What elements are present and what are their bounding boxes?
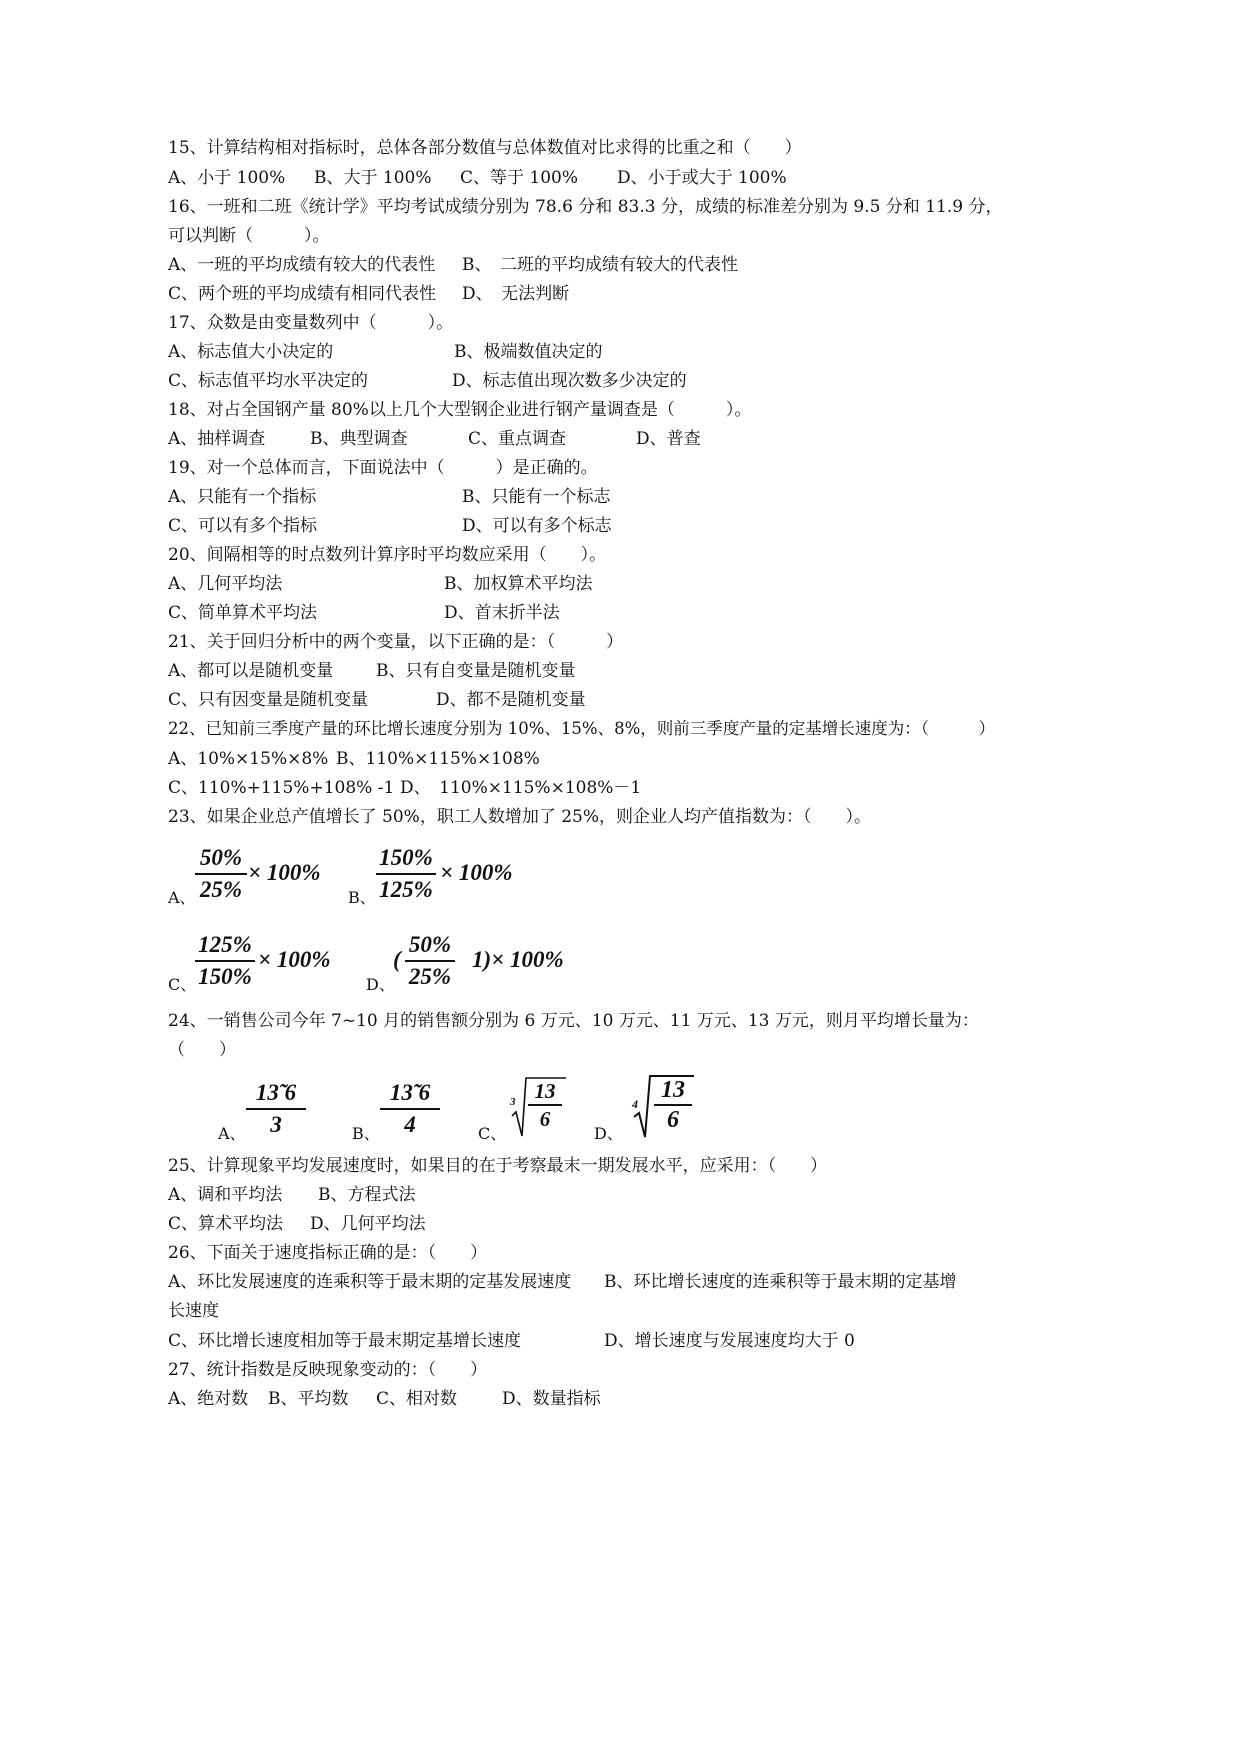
q24-stem-line2: （ ）	[168, 1040, 236, 1060]
q24-option-d-root	[630, 1073, 696, 1139]
q17-option-b: B、极端数值决定的	[454, 342, 603, 362]
q22-option-d: D、 110%×115%×108%－1	[400, 778, 642, 798]
fraction-denominator: 6	[539, 1107, 551, 1131]
fraction-numerator: 50%	[199, 845, 243, 870]
q16-option-b: B、 二班的平均成绩有较大的代表性	[462, 255, 738, 275]
fraction-numerator: 13̃ 6	[255, 1080, 297, 1105]
q21-option-d: D、都不是随机变量	[436, 690, 586, 710]
q27-option-c: C、相对数	[376, 1389, 458, 1409]
q23-option-c-fraction	[195, 930, 255, 992]
fraction-numerator: 150%	[379, 845, 433, 870]
q18-option-b: B、典型调查	[310, 429, 408, 449]
q17-option-a: A、标志值大小决定的	[168, 342, 334, 362]
fraction-denominator: 125%	[379, 877, 433, 902]
q16-option-a: A、一班的平均成绩有较大的代表性	[168, 255, 436, 275]
q19-option-a: A、只能有一个指标	[168, 487, 317, 507]
q23-option-a-fraction	[195, 843, 247, 905]
q18-stem: 18、对占全国钢产量 80%以上几个大型钢企业进行钢产量调查是（ ）。	[168, 400, 752, 420]
q19-stem: 19、对一个总体而言，下面说法中（ ）是正确的。	[168, 458, 598, 478]
q16-stem-line2: 可以判断（ ）。	[168, 226, 330, 246]
q25-option-c: C、算术平均法	[168, 1214, 284, 1234]
q23-option-b-label: B、	[348, 888, 376, 907]
q23-option-c-times: × 100%	[258, 947, 331, 972]
q21-option-b: B、只有自变量是随机变量	[376, 661, 576, 681]
q23-option-a-times: × 100%	[248, 860, 321, 885]
q24-option-a-fraction	[246, 1078, 306, 1140]
q18-option-d: D、普查	[636, 429, 701, 449]
q15-option-b: B、大于 100%	[314, 168, 432, 188]
q16-stem-line1: 16、一班和二班《统计学》平均考试成绩分别为 78.6 分和 83.3 分，成绩的标准差分别为 9.5 分和 11.9 分，	[168, 197, 1003, 217]
fraction-numerator: 125%	[198, 932, 252, 957]
root-index: 4	[632, 1097, 638, 1111]
q17-option-c: C、标志值平均水平决定的	[168, 371, 369, 391]
q22-option-c: C、110%+115%+108% -1	[168, 778, 395, 798]
q24-option-d-fraction	[654, 1076, 692, 1134]
q25-option-a: A、调和平均法	[168, 1185, 283, 1205]
q25-option-b: B、方程式法	[318, 1185, 416, 1205]
q27-option-a: A、绝对数	[168, 1389, 249, 1409]
q23-option-b-fraction	[376, 843, 436, 905]
q17-stem: 17、众数是由变量数列中（ ）。	[168, 313, 454, 333]
q23-option-a-label: A、	[168, 888, 196, 907]
q24-option-d-label: D、	[594, 1124, 623, 1143]
q27-stem: 27、统计指数是反映现象变动的：（ ）	[168, 1360, 488, 1380]
q23-option-d-fraction	[405, 930, 455, 992]
fraction-denominator: 3	[270, 1112, 282, 1137]
q22-option-a: A、10%×15%×8%	[168, 749, 329, 769]
fraction-numerator: 13̃ 6	[389, 1080, 431, 1105]
fraction-denominator: 25%	[199, 877, 243, 902]
q26-option-b-line2: 长速度	[168, 1301, 219, 1321]
q19-option-b: B、只能有一个标志	[462, 487, 611, 507]
fraction-denominator: 25%	[408, 964, 452, 989]
q20-stem: 20、间隔相等的时点数列计算序时平均数应采用（ ）。	[168, 545, 607, 565]
q25-stem: 25、计算现象平均发展速度时，如果目的在于考察最末一期发展水平，应采用：（ ）	[168, 1156, 828, 1176]
q21-stem: 21、关于回归分析中的两个变量，以下正确的是：（ ）	[168, 632, 624, 652]
q23-option-b-times: × 100%	[440, 860, 513, 885]
q23-option-c-label: C、	[168, 975, 197, 994]
q24-option-c-label: C、	[478, 1124, 507, 1143]
q26-stem: 26、下面关于速度指标正确的是：（ ）	[168, 1243, 488, 1263]
q19-option-d: D、可以有多个标志	[462, 516, 612, 536]
q20-option-d: D、首末折半法	[444, 603, 560, 623]
q25-option-d: D、几何平均法	[310, 1214, 426, 1234]
fraction-numerator: 50%	[408, 932, 452, 957]
q15-option-d: D、小于或大于 100%	[617, 168, 787, 188]
q18-option-c: C、重点调查	[468, 429, 567, 449]
q16-option-d: D、 无法判断	[462, 284, 570, 304]
fraction-denominator: 4	[404, 1112, 416, 1137]
fraction-numerator: 13	[661, 1077, 685, 1103]
q27-option-d: D、数量指标	[502, 1389, 601, 1409]
q24-option-b-label: B、	[352, 1124, 380, 1143]
q24-stem-line1: 24、一销售公司今年 7~10 月的销售额分别为 6 万元、10 万元、11 万元、13 万元，则月平均增长量为：	[168, 1011, 979, 1031]
q17-option-d: D、标志值出现次数多少决定的	[452, 371, 687, 391]
q21-option-a: A、都可以是随机变量	[168, 661, 334, 681]
q15-option-a: A、小于 100%	[168, 168, 286, 188]
q23-option-d-label: D、	[366, 975, 395, 994]
fraction-denominator: 6	[667, 1107, 679, 1133]
q24-option-c-fraction	[528, 1078, 562, 1132]
q24-option-b-fraction	[380, 1078, 440, 1140]
fraction-denominator: 150%	[198, 964, 252, 989]
q26-option-a: A、环比发展速度的连乘积等于最末期的定基发展速度	[168, 1272, 572, 1292]
q23-option-d-tail: 1)× 100%	[472, 947, 564, 972]
q24-option-a-label: A、	[218, 1124, 246, 1143]
q18-option-a: A、抽样调查	[168, 429, 266, 449]
q20-option-a: A、几何平均法	[168, 574, 283, 594]
fraction-numerator: 13	[534, 1079, 556, 1103]
q15-option-c: C、等于 100%	[460, 168, 579, 188]
q24-option-c-root	[508, 1076, 568, 1138]
q15-stem: 15、计算结构相对指标时，总体各部分数值与总体数值对比求得的比重之和（ ）	[168, 138, 802, 158]
q16-option-c: C、两个班的平均成绩有相同代表性	[168, 284, 437, 304]
q21-option-c: C、只有因变量是随机变量	[168, 690, 369, 710]
q27-option-b: B、平均数	[268, 1389, 349, 1409]
q26-option-c: C、环比增长速度相加等于最末期定基增长速度	[168, 1331, 522, 1351]
root-index: 3	[510, 1096, 516, 1108]
q20-option-c: C、简单算术平均法	[168, 603, 318, 623]
q23-stem: 23、如果企业总产值增长了 50%，职工人数增加了 25%，则企业人均产值指数为：（ ）。	[168, 807, 872, 827]
q19-option-c: C、可以有多个指标	[168, 516, 318, 536]
q26-option-b-line1: B、环比增长速度的连乘积等于最末期的定基增	[604, 1272, 957, 1292]
q23-option-d-open-paren: (	[393, 947, 401, 972]
q26-option-d: D、增长速度与发展速度均大于 0	[604, 1331, 855, 1351]
q20-option-b: B、加权算术平均法	[444, 574, 593, 594]
q22-option-b: B、110%×115%×108%	[336, 749, 540, 769]
q22-stem: 22、已知前三季度产量的环比增长速度分别为 10%、15%、8%，则前三季度产量的定基增长速度为：（ ）	[168, 719, 996, 738]
